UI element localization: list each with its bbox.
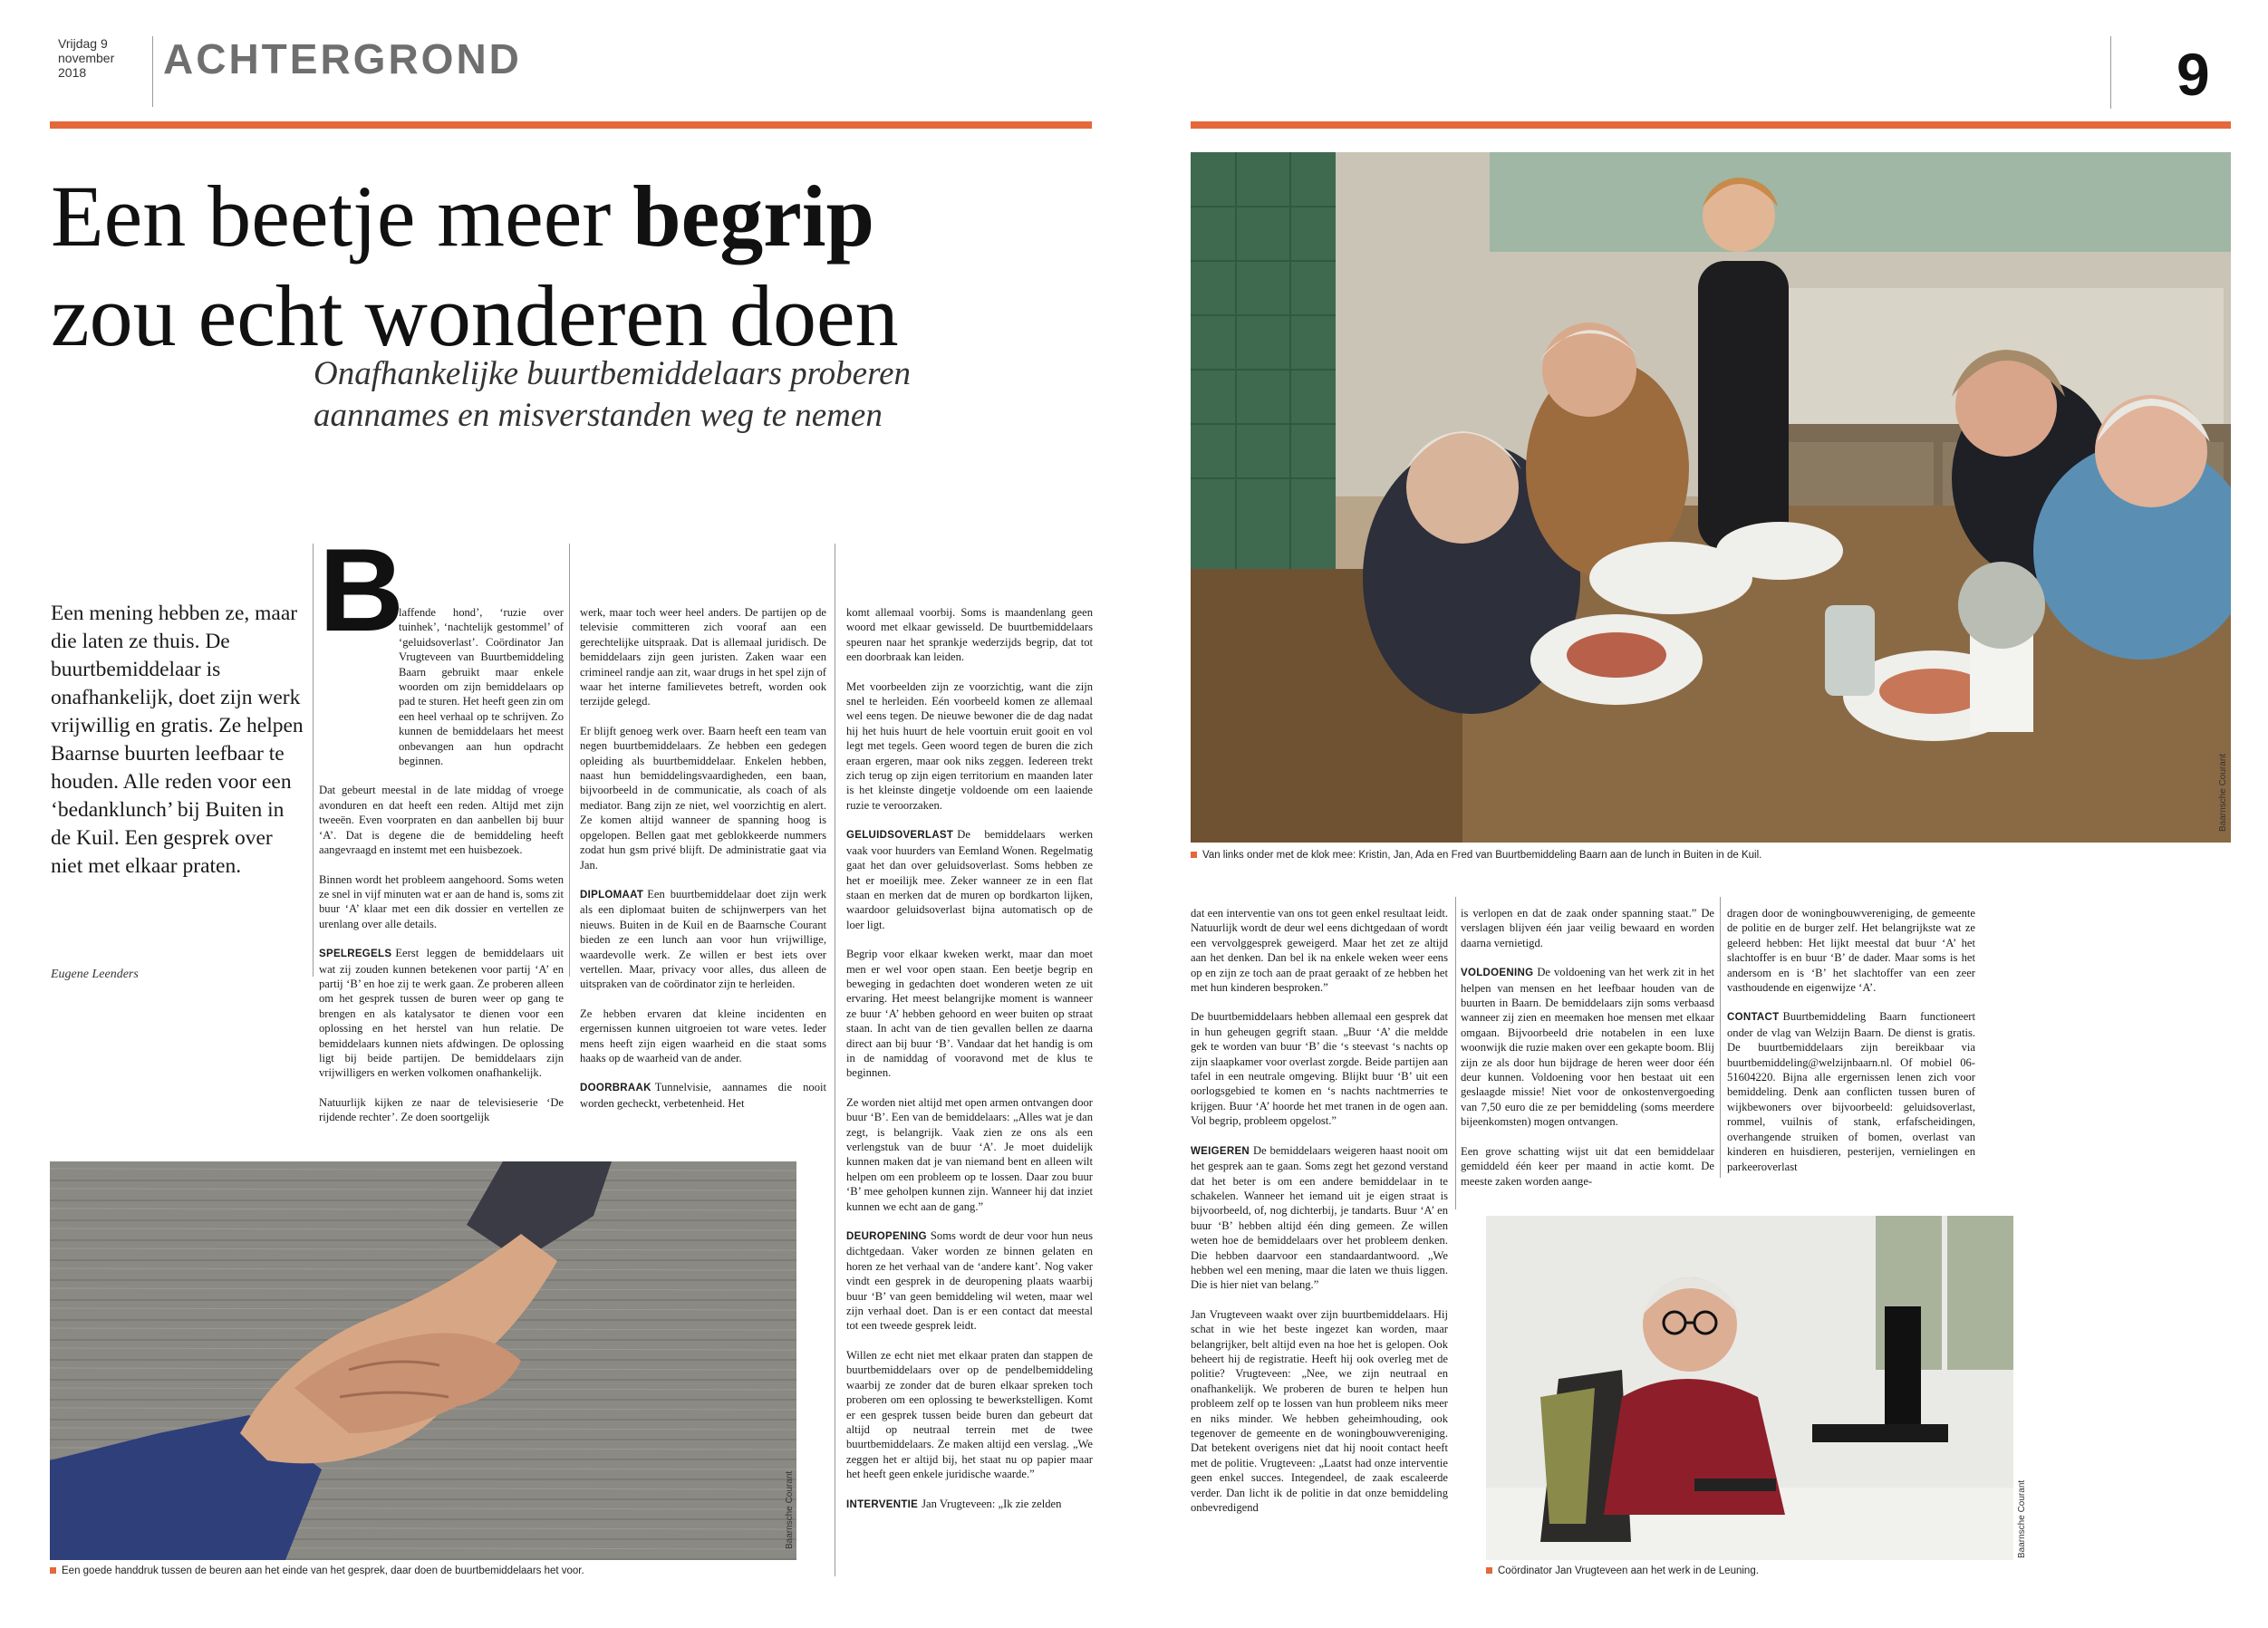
- page-number-divider: [2110, 36, 2111, 109]
- handshake-photo-caption: Een goede handdruk tussen de beuren aan het einde van het gesprek, daar doen de buurtbemiddelaars het voor.: [50, 1565, 584, 1576]
- caption-marker: [1191, 852, 1197, 858]
- page-number: 9: [2176, 41, 2210, 108]
- header-divider: [152, 36, 153, 107]
- col-divider-5: [1720, 897, 1721, 1178]
- subheadline: Onafhankelijke buurtbemiddelaars proberen aannames en misverstanden weg te nemen: [314, 355, 912, 434]
- col-divider-4: [1455, 897, 1456, 1209]
- handshake-photo-credit: Baarnsche Courant: [785, 1470, 795, 1549]
- article-column-2: werk, maar toch weer heel anders. De partijen op de televisie committeren zich vooraf aan een gerechtelijke uitspraak. Dat is allemaal juridisch. De bemiddelaars zijn geen juristen. Zaken waar een crimineel randje aan zit, waar drugs in het spel zijn of waar het interne familievetes betreft, worden ook terzijde gelegd. Er blijft genoeg werk over. Baarn heeft een team van negen buurtbemiddelaars. Ze hebben een gedegen opleiding als buurtbemiddelaar. Enkelen hebben, naast hun bemiddelingsvaardigheden, een baan, bijvoorbeeld in de communicatie, als coach of als mediator. Bang zijn ze niet, wel voorzichtig en alert. Ze komen altijd wanneer de spanning hoog is opgelopen. Bellen gaat met geblokkeerde nummers zodat hun gsm privé blijft. De administratie gaat via Jan. DIPLOMAAT Een buurtbemiddelaar doet zijn werk als een diplomaat buiten de schijnwerpers van het nieuws. Buiten in de Kuil en de Baarnsche Courant bieden ze een lunch aan voor hun vrijwillige, waardevolle werk. Ze willen er best iets over vertellen. Maar, privacy voor alles, dus alleen de uitspraken van de coördinator zijn te herleiden. Ze hebben ervaren dat kleine incidenten en ergernissen kunnen uitgroeien tot ware vetes. Ieder mens heeft zijn eigen waarheid en die staat soms haaks op de waarheid van de ander. DOORBRAAK Tunnelvisie, aannames die nooit worden gecheckt, verbetenheid. Het: [580, 606, 826, 1110]
- coordinator-photo: [1486, 1216, 2013, 1560]
- article-column-3: komt allemaal voorbij. Soms is maandenlang geen woord met elkaar gewisseld. De buurtbemiddelaars speuren naar het sprankje wederzijds begrip, dat tot een doorbraak kan leiden. Met voorbeelden zijn ze voorzichtig, want die zijn snel te herleiden. Eén voorbeeld komen ze allemaal wel eens tegen. De nieuwe bewoner die de dag nadat hij het huis huurt de hele voortuin eruit gooit en vol legt met tegels. Geen woord tegen de buren die zich eraan ergeren, maar ook niks zeggen. Iedereen trekt zich terug op zijn eigen territorium en maanden later is het kleinste dingetje voldoende om een laaiende ruzie te veroorzaken. GELUIDSOVERLAST De bemiddelaars werken vaak voor huurders van Eemland Wonen. Regelmatig gaat het dan over geluidsoverlast. Soms hebben ze het er moeilijk mee. Zeker wanneer ze in een flat staan en merken dat de muren op bordkarton lijken, waardoor geluidsoverlast bijna automatisch op de loer ligt. Begrip voor elkaar kweken werkt, maar dan moet men er wel voor open staan. Een beetje begrip en beweging in gedachten doet wonderen weten ze uit ervaring. Het meest belangrijke moment is wanneer ze buur ‘A’ hebben gehoord en weer buiten op straat staan. In acht van de tien gevallen bellen ze daarna direct aan bij buur ‘B’. Vandaar dat het handig is om in de namiddag of vooravond met de klus te beginnen. Ze worden niet altijd met open armen ontvangen door buur ‘B’. Een van de bemiddelaars: „Alles wat je dan zegt, is belangrijk. Vaak zien ze ons als een verlengstuk van de buur ‘A’. Je moet duidelijk kunnen maken dat je van niemand bent en alleen wilt helpen om een probleem op te lossen. Daar zou buur ‘B’ mee geholpen kunnen zijn. Wanneer hij dat inziet kunnen we echt aan de gang.” DEUROPENING Soms wordt de deur voor hun neus dichtgedaan. Vaker worden ze binnen gelaten en horen ze het verhaal van de ‘andere kant’. Nog vaker vindt een gesprek in de deuropening plaats waarbij buur ‘B’ van geen bemiddeling wil weten, maar wel zijn verhaal doet. Dan is er een contact dat meestal tot een tweede gesprek leidt. Willen ze echt niet met elkaar praten dan stappen de buurtbemiddelaars over op de pendelbemiddeling waarbij ze zonder dat de buren elkaar spreken toch proberen om een oplossing te bewerkstelligen. Komt er een gesprek tussen beide buren dan gebeurt dat altijd op neutraal terrein met de twee buurtbemiddelaars. Ze maken altijd een verslag. „We zeggen het er altijd bij, het staat nu op papier maar het heeft geen enkele juridische waarde.” INTERVENTIE Jan Vrugteveen: „Ik zie zelden: [846, 606, 1093, 1510]
- headline-bold: begrip: [632, 168, 874, 265]
- lunch-photo-caption: Van links onder met de klok mee: Kristin, Jan, Ada en Fred van Buurtbemiddeling Baarn aan de lunch in Buiten in de Kuil.: [1191, 850, 1761, 861]
- article-column-1: laffende hond’, ‘ruzie over tuinhek’, ‘nachtelijk gestommel’ of ‘geluidsoverlast’. Coördinator Jan Vrugteveen van Buurtbemiddeling Baarn gebruikt maar enkele woorden om zijn bemiddelaars op pad te sturen. Het heeft geen zin om een heel verhaal op te schrijven. Zo kunnen de bemiddelaars het meest onbevangen aan hun opdracht beginnen. Dat gebeurt meestal in de late middag of vroege avonduren en dat heeft een reden. Altijd met zijn tweeën. Even voorpraten en dan aanbellen bij buur ‘A’. Dat is degene die de bemiddeling heeft aangevraagd en instemt met een huisbezoek. Binnen wordt het probleem aangehoord. Soms weten ze snel in vijf minuten wat er aan de hand is, soms zit buur ‘A’ klaar met een dik dossier en vertellen ze urenlang over alle details. SPELREGELS Eerst leggen de bemiddelaars uit wat zij zouden kunnen betekenen voor partij ‘A’ en partij ‘B’ en hoe zij te werk gaan. Ze proberen alleen om het gesprek tussen de buren weer op gang te brengen en als katalysator te dienen voor een oplossing en het herstel van hun relatie. De bemiddelaars kunnen niets afdwingen. De oplossing ligt bij beide partijen. De bemiddelaars zijn vrijwilligers en werken volkomen onafhankelijk. Natuurlijk kijken ze naar de televisieserie ‘De rijdende rechter’. Ze doen soortgelijk: [319, 606, 564, 1124]
- headline: [51, 167, 899, 366]
- headline-normal: Een beetje meer: [51, 168, 633, 265]
- date-year: 2018: [58, 65, 87, 80]
- coordinator-photo-credit: Baarnsche Courant: [2017, 1479, 2027, 1558]
- left-header-rule: [50, 121, 1092, 129]
- byline: Eugene Leenders: [51, 968, 139, 981]
- article-column-5: is verlopen en dat de zaak onder spanning staat.” De verslagen blijven één jaar veilig bewaard en worden daarna vernietigd. VOLDOENING De voldoening van het werk zit in het helpen van mensen en het leefbaar houden van de buurten in Baarn. De bemiddelaars zijn soms verbaasd wanneer zij zien en meemaken hoe mensen met elkaar omgaan. Bijvoorbeeld drie notabelen in een luxe woonwijk die ruzie maken over een gekapte boom. Blij zijn ze als door hun bijdrage de heren weer door één deur kunnen. Voldoening voor hen bestaat uit een geslaagde missie! Niet voor de onkostenvergoeding van 7,50 euro die ze per bemiddeling (soms meerdere bijeenkomsten) mogen ontvangen. Een grove schatting wijst uit dat een bemiddelaar gemiddeld één keer per maand in actie komt. De meeste zaken worden aange-: [1461, 907, 1714, 1188]
- lunch-photo-credit: Baarnsche Courant: [2218, 753, 2228, 832]
- article-column-6: dragen door de woningbouwvereniging, de gemeente de politie en de burger zelf. Het belangrijkste wat ze geleerd hebben: Het lijkt meestal dat buur ‘A’ het slachtoffer is en buur ‘B’ de dader. Maar soms is het andersom en is ‘B’ het slachtoffer van een zeer vasthoudende en eigenwijze ‘A’. CONTACT Buurtbemiddeling Baarn functioneert onder de vlag van Welzijn Baarn. De dienst is gratis. De buurtbemiddelaars zijn bereikbaar via buurtbemiddeling@welzijnbaarn.nl. Of mobiel 06-51604220. Bijna alle ergernissen lenen zich voor bemiddeling. Denk aan conflicten tussen buren of wijkbewoners over bijvoorbeeld: geluidsoverlast, rommel, vuilnis of stank, erfafscheidingen, overhangende struiken of bomen, overlast van kinderen en huisdieren, pesterijen, vernielingen en parkeeroverlast: [1727, 907, 1975, 1173]
- lunch-photo: [1191, 152, 2231, 843]
- coordinator-photo-caption: Coördinator Jan Vrugteveen aan het werk in de Leuning.: [1486, 1565, 1759, 1576]
- drop-cap: B: [319, 524, 404, 656]
- date-line: [58, 36, 114, 80]
- col-divider-2: [569, 544, 570, 977]
- section-title: ACHTERGROND: [163, 35, 522, 82]
- right-header-rule: [1191, 121, 2231, 129]
- date-month: november: [58, 51, 115, 65]
- article-column-4: dat een interventie van ons tot geen enkel resultaat leidt. Natuurlijk wordt de deur wel eens dichtgedaan of wordt een vervolggesprek geweigerd. Maar het zet ze altijd aan het denken. Dan bel ik na enkele weken weer eens op en zijn ze toch aan de praat geraakt of ze hebben het met hun kinderen besproken.” De buurtbemiddelaars hebben allemaal een gesprek dat in hun geheugen gegrift staan. „Buur ‘A’ die meldde gek te worden van buur ‘B’ die ‘s steevast ‘s nachts op zijn slaapkamer voor overlast zorgde. Beide partijen aan tafel in een neutrale omgeving. Blijkt buur ‘B’ uit een oorlogsgebied te komen en ‘s nachts nachtmerries te krijgen. Buur ‘A’ hoorde het met tranen in de ogen aan. Vol begrip, probleem opgelost.” WEIGEREN De bemiddelaars weigeren haast nooit om het gesprek aan te gaan. Soms zegt het gezond verstand dat het beter is om een andere bemiddelaar in te schakelen. Wanneer het iemand uit je eigen straat is bijvoorbeeld, of, nog dichterbij, je tandarts. Buur ‘A’ en buur ‘B’ hebben altijd één ding gemeen. Ze willen weten hoe de bemiddelaars over het probleem denken. Die hebben daarvoor een standaardantwoord. „We hebben wel een mening, maar die laten we thuis liggen. Die is hier niet van belang.” Jan Vrugteveen waakt over zijn buurtbemiddelaars. Hij schat in wie het beste ingezet kan worden, maar belangrijker, belt altijd even na hoe het is gelopen. Ook beheert hij de registratie. Heeft hij ook overleg met de politie? Vrugteveen: „Nee, we zijn neutraal en onafhankelijk. We proberen de buren te helpen hun probleem zelf op te lossen van hun probleem niks meer en niks minder. We hebben geheimhouding, ook tegenover de gemeente en de woningbouwvereniging. Dat betekent overigens niet dat hij nooit contact heeft met de politie. Vrugteveen: „Laatst had onze interventie geen enkel succes. Integendeel, de zaak escaleerde verder. Dan licht ik de politie in dat onze bemiddeling onbevredigend: [1191, 907, 1448, 1515]
- caption-marker: [50, 1567, 56, 1574]
- caption-marker: [1486, 1567, 1492, 1574]
- intro-text: Een mening hebben ze, maar die laten ze thuis. De buurtbemiddelaar is onafhankelijk, doet zijn werk vrijwillig en gratis. Ze helpen Baarnse buurten leefbaar te houden. Alle reden voor een ‘bedanklunch’ bij Buiten in de Kuil. Een gesprek over niet met elkaar praten.: [51, 602, 304, 878]
- date-weekday: Vrijdag 9: [58, 36, 108, 51]
- col-divider-1: [313, 544, 314, 977]
- handshake-photo: [50, 1161, 796, 1560]
- headline-line2: zou echt wonderen doen: [51, 267, 899, 364]
